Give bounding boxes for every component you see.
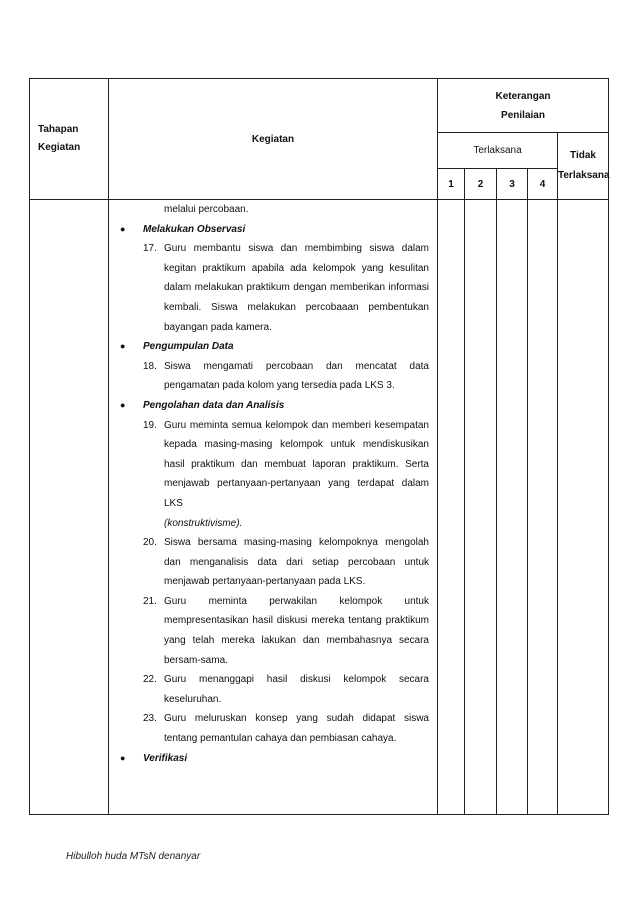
header-keterangan-text: Keterangan (495, 90, 551, 102)
item-text: Guru meminta semua kelompok dan memberi kesempatan kepada masing-masing kelompok untuk mendiskusikan hasil praktikum dan membuat laporan praktikum. Serta menjawab pertanyaan-pertanyaan yang terdapat dalam LKS (164, 419, 429, 509)
item-text-block (164, 533, 429, 592)
list-item (143, 357, 429, 396)
score-header-3: 3 (497, 169, 528, 200)
list-item (143, 709, 429, 748)
item-number: 23. (143, 713, 157, 725)
continued-line: melalui percobaan. (164, 204, 249, 215)
header-tahapan-text: Tahapan (38, 124, 79, 135)
section-title: Melakukan Observasi (143, 223, 246, 235)
observation-table (29, 78, 609, 815)
item-text-block (164, 416, 429, 534)
list-item (143, 416, 429, 534)
item-number: 19. (143, 419, 157, 431)
item-text-block (164, 592, 429, 670)
footer-author: Hibulloh huda MTsN denanyar (66, 851, 201, 862)
section-title: Pengumpulan Data (143, 341, 234, 353)
score-cell-2 (465, 200, 497, 815)
score-cell-4 (528, 200, 558, 815)
item-text: Guru meminta perwakilan kelompok untuk mempresentasikan hasil diskusi mereka tentang praktikum yang telah mereka lakukan dan membahasnya secara bersam-sama. (164, 595, 429, 666)
header-terlaksana: Terlaksana (438, 133, 558, 169)
item-number: 17. (143, 243, 157, 255)
bullet-icon: ● (120, 752, 126, 763)
item-text: Siswa bersama masing-masing kelompoknya mengolah dan menganalisis data dari setiap percobaan untuk menjawab pertanyaan-pertanyaan pada LKS. (164, 537, 429, 588)
item-text: Siswa mengamati percobaan dan mencatat data pengamatan pada kolom yang tersedia pada LKS 3. (164, 360, 429, 392)
item-text: Guru membantu siswa dan membimbing siswa dalam kegitan praktikum apabila ada kelompok yang kesulitan dalam melakukan praktikum dengan memberikan informasi kembali. Siswa melakukan percobaaan pembentukan bayangan pada kamera. (164, 243, 429, 333)
score-header-1: 1 (438, 169, 465, 200)
list-item (143, 670, 429, 709)
item-number: 20. (143, 537, 157, 549)
list-item (143, 239, 429, 337)
item-text-block (164, 357, 429, 396)
header-kegiatan-text: Kegiatan (38, 142, 81, 153)
header-kegiatan: Kegiatan (109, 79, 438, 200)
score-cell-1 (438, 200, 465, 815)
tidak-terlaksana-cell (558, 200, 609, 815)
header-terlaksana2-text: Terlaksana (558, 170, 610, 181)
item-text-block (164, 239, 429, 337)
kegiatan-body-cell (109, 200, 438, 815)
item-number: 22. (143, 674, 157, 686)
list-item (143, 592, 429, 670)
bullet-icon: ● (120, 399, 126, 410)
section-block (117, 220, 429, 338)
bullet-icon: ● (120, 223, 126, 234)
item-number: 18. (143, 360, 157, 372)
section-title: Verifikasi (143, 752, 188, 764)
score-cell-3 (497, 200, 528, 815)
header-tidak-terlaksana (558, 133, 609, 200)
item-text-block (164, 709, 429, 748)
kegiatan-content (109, 200, 437, 768)
item-text-block (164, 670, 429, 709)
section-list (117, 220, 429, 769)
item-text: Guru menanggapi hasil diskusi kelompok secara keseluruhan. (164, 674, 429, 705)
item-number: 21. (143, 595, 157, 607)
item-italic-note: (konstruktivisme). (164, 517, 243, 529)
score-header-2: 2 (465, 169, 497, 200)
section-title: Pengolahan data dan Analisis (143, 399, 285, 411)
section-block (117, 396, 429, 749)
section-block (117, 749, 429, 769)
score-header-4: 4 (528, 169, 558, 200)
header-penilaian-text: Penilaian (501, 109, 545, 121)
header-keterangan-penilaian (438, 79, 609, 133)
item-text: Guru meluruskan konsep yang sudah didapat siswa tentang pemantulan cahaya dan pembiasan cahaya. (164, 713, 429, 745)
tahapan-body-cell (30, 200, 109, 815)
header-tahapan-kegiatan (30, 79, 109, 200)
bullet-icon: ● (120, 341, 126, 352)
header-tidak-text: Tidak (570, 150, 596, 161)
list-item (143, 533, 429, 592)
section-block (117, 337, 429, 396)
